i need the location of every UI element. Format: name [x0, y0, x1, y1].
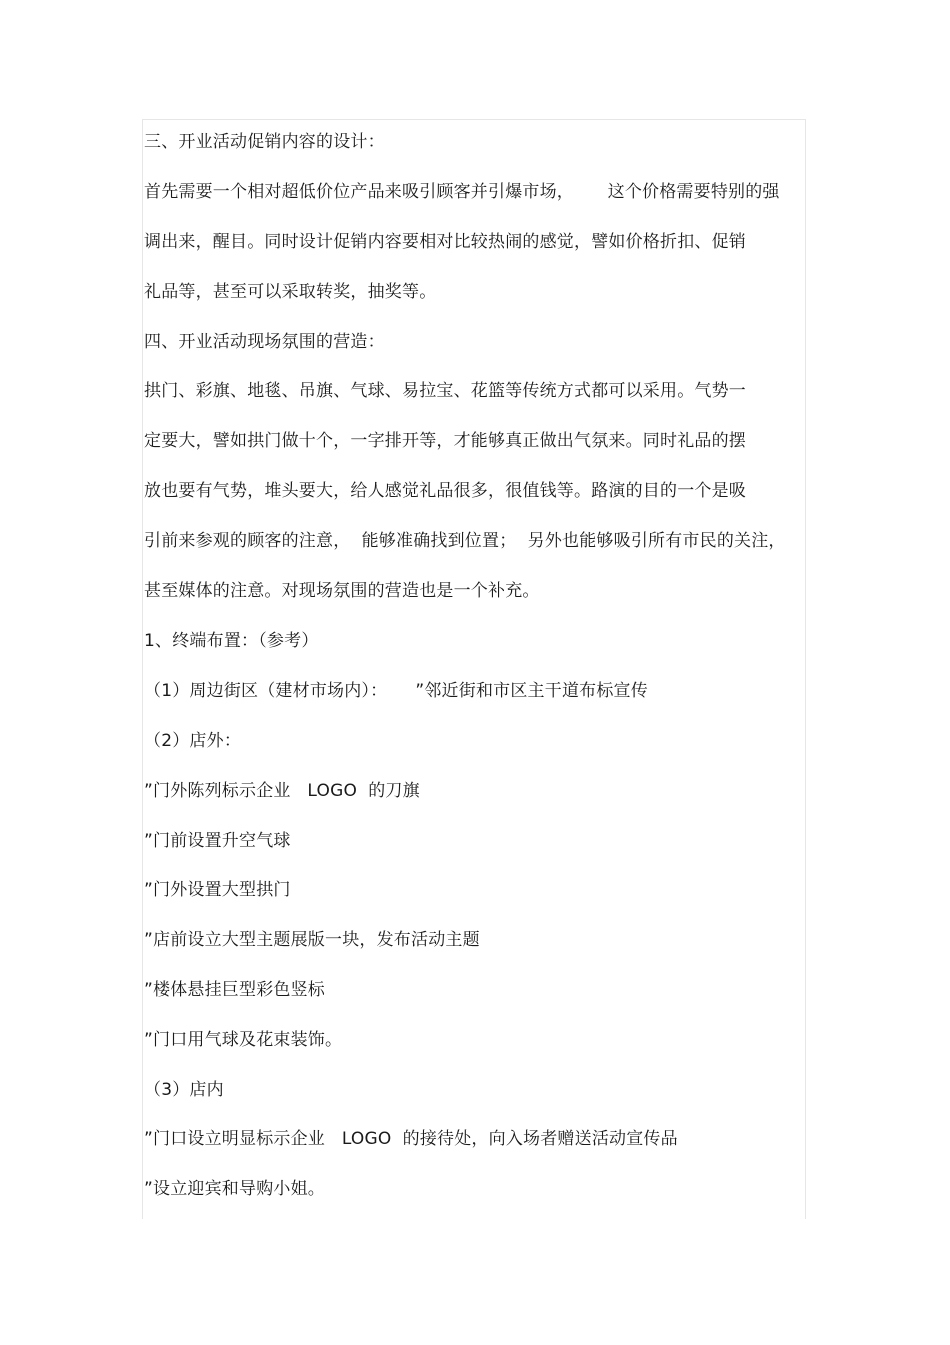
list-item: ”门外陈列标示企业 LOGO 的刀旗 — [144, 781, 420, 801]
paragraph-line: 礼品等，甚至可以采取转奖，抽奖等。 — [144, 282, 437, 302]
paragraph-line: 甚至媒体的注意。对现场氛围的营造也是一个补充。 — [144, 581, 540, 601]
list-item: ”门前设置升空气球 — [144, 831, 291, 851]
list-item: ”门口用气球及花束装饰。 — [144, 1030, 343, 1050]
paragraph-line: 定要大，譬如拱门做十个，一字排开等，才能够真正做出气氛来。同时礼品的摆 — [144, 431, 746, 451]
paragraph-line: 拱门、彩旗、地毯、吊旗、气球、易拉宝、花篮等传统方式都可以采用。气势一 — [144, 381, 746, 401]
list-item: （2）店外： — [144, 731, 242, 751]
paragraph-line: 调出来，醒目。同时设计促销内容要相对比较热闹的感觉，譬如价格折扣、促销 — [144, 232, 746, 252]
list-item: （1）周边街区（建材市场内）： ”邻近街和市区主干道布标宣传 — [144, 681, 648, 701]
paragraph-line: 首先需要一个相对超低价位产品来吸引顾客并引爆市场， 这个价格需要特别的强 — [144, 182, 780, 202]
list-item: ”店前设立大型主题展版一块，发布活动主题 — [144, 930, 480, 950]
paragraph-line: 引前来参观的顾客的注意， 能够准确找到位置； 另外也能够吸引所有市民的关注， — [144, 531, 786, 551]
list-item: ”门口设立明显标示企业 LOGO 的接待处，向入场者赠送活动宣传品 — [144, 1129, 678, 1149]
list-item: ”楼体悬挂巨型彩色竖标 — [144, 980, 326, 1000]
list-item: ”设立迎宾和导购小姐。 — [144, 1179, 326, 1199]
list-item: （3）店内 — [144, 1080, 224, 1100]
section-heading-4: 四、开业活动现场氛围的营造： — [144, 332, 385, 352]
paragraph-line: 放也要有气势，堆头要大，给人感觉礼品很多，很值钱等。路演的目的一个是吸 — [144, 481, 746, 501]
subsection-heading: 1、终端布置：（参考） — [144, 631, 319, 651]
section-heading-3: 三、开业活动促销内容的设计： — [144, 132, 385, 152]
list-item: ”门外设置大型拱门 — [144, 880, 291, 900]
